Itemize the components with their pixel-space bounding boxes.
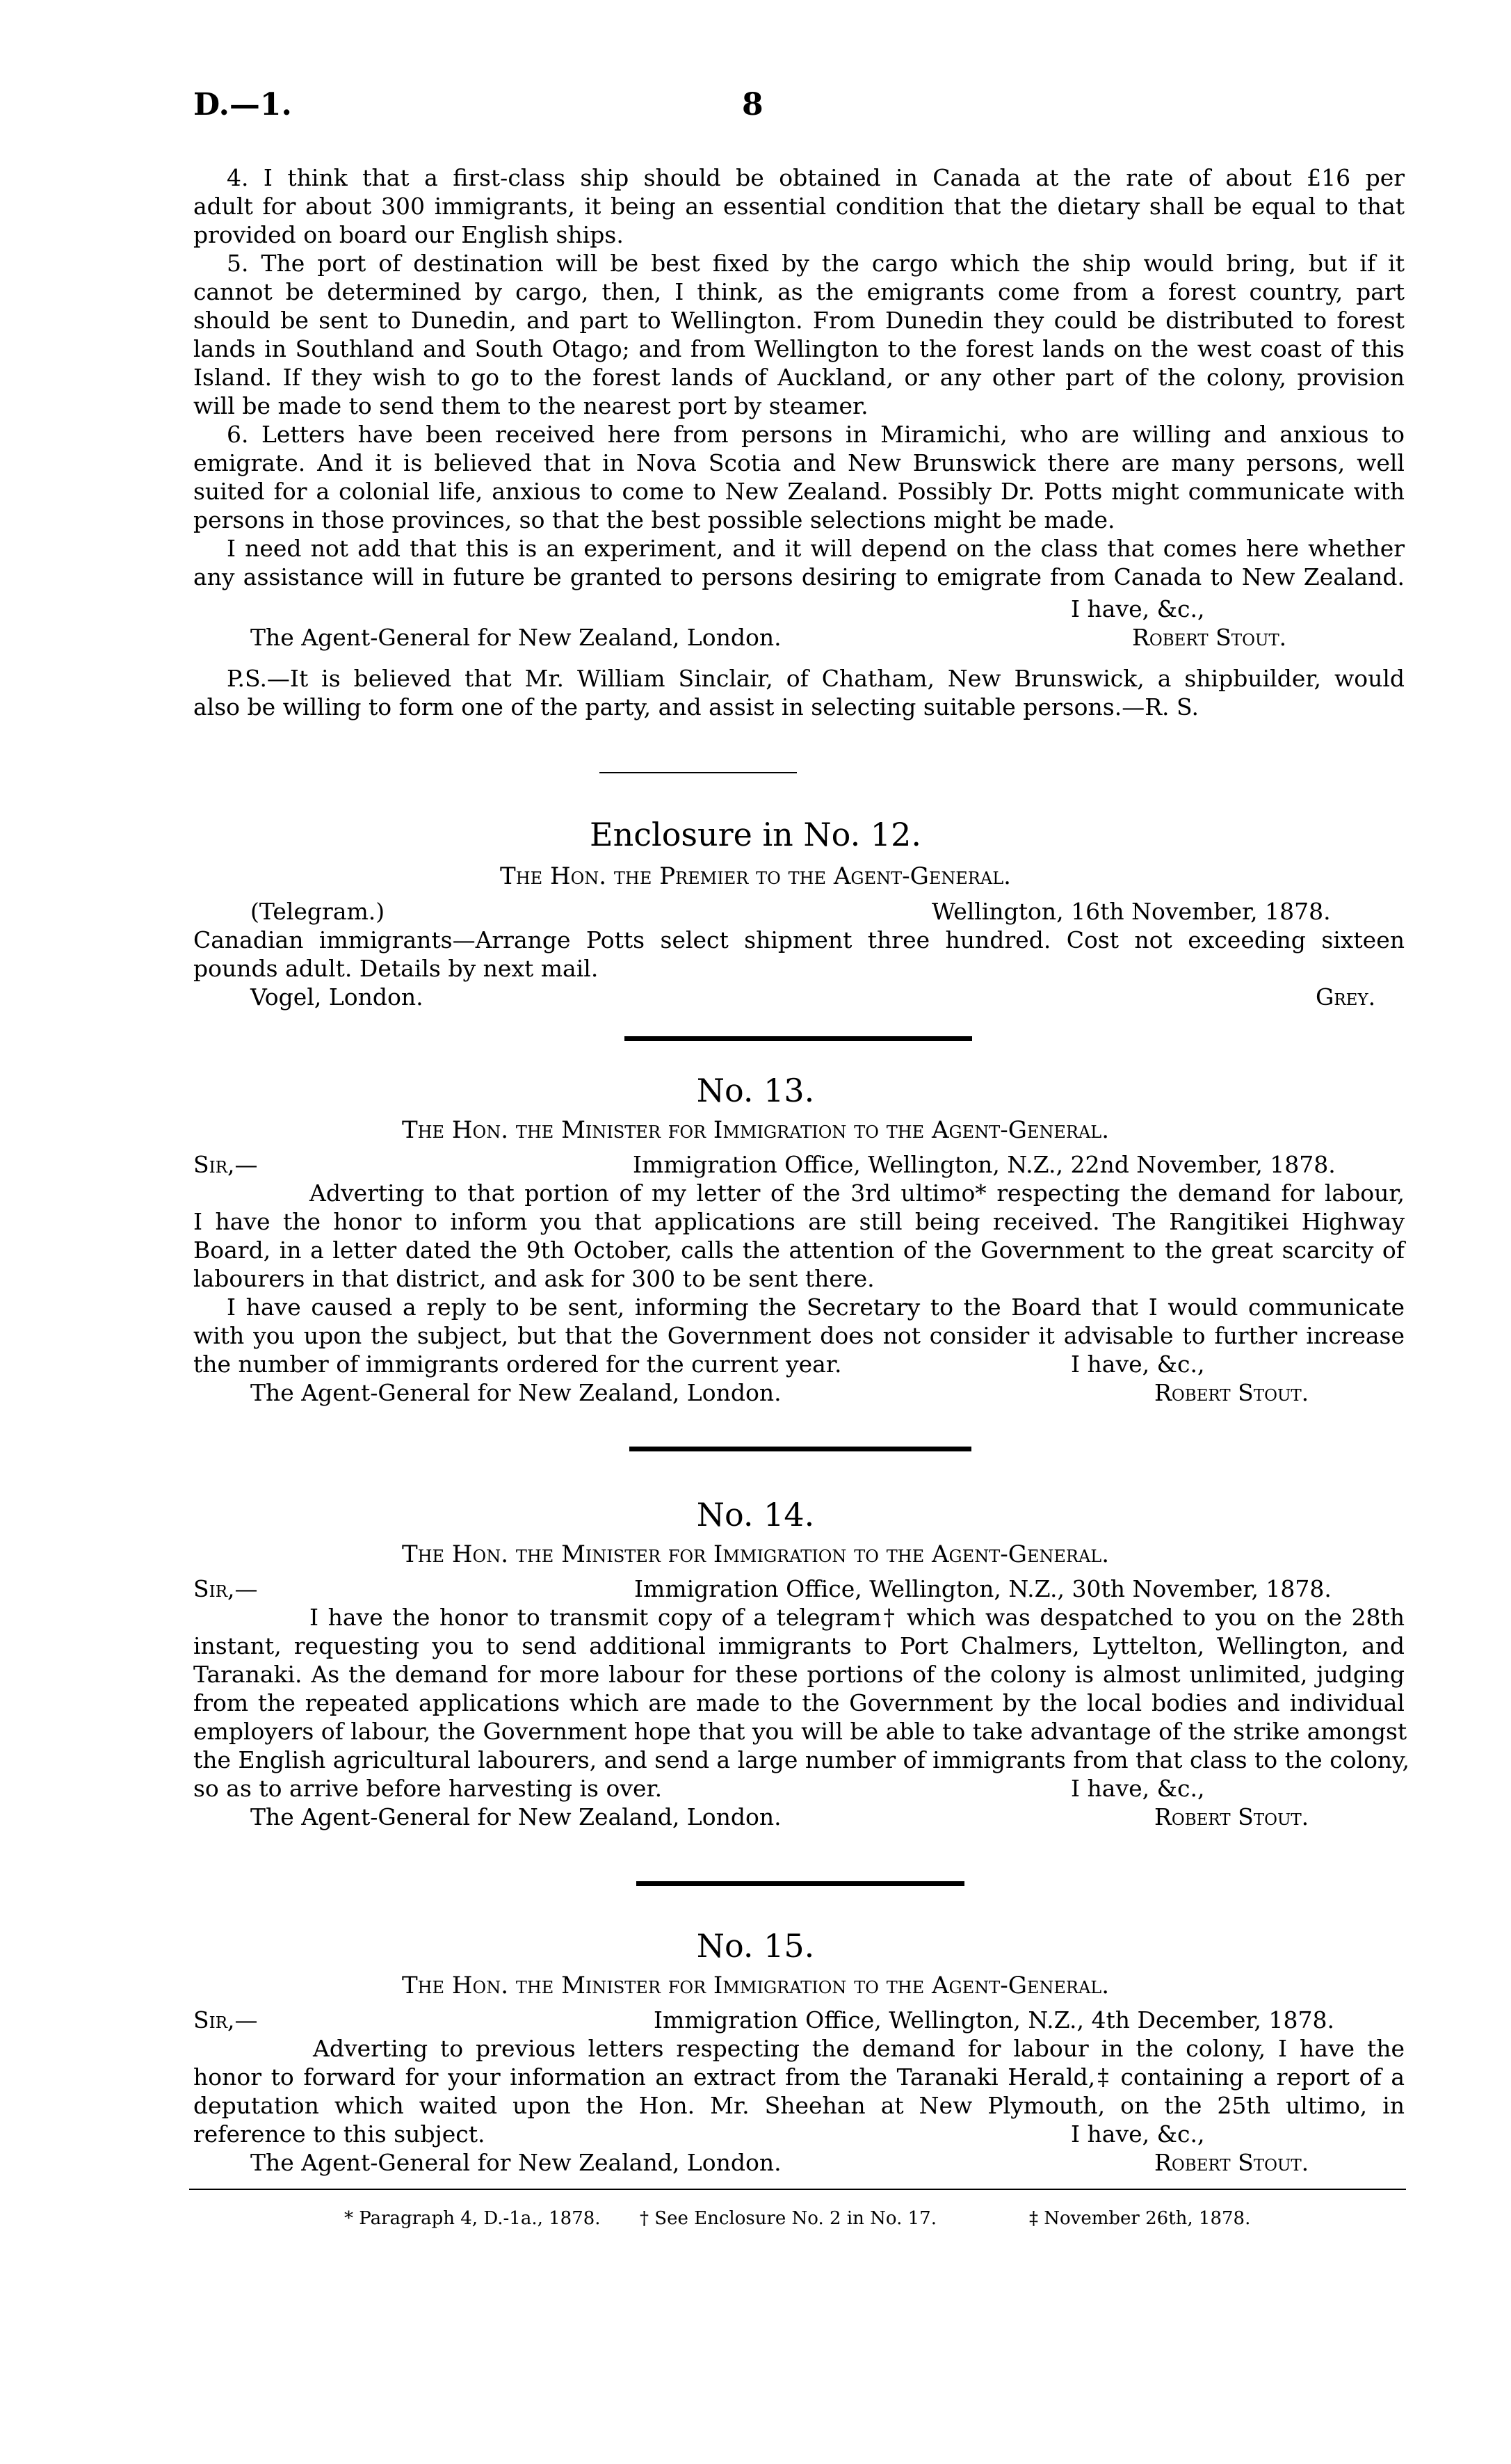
paragraph-line: Taranaki. As the demand for more labour for these portions of the colony is almost unlimited, judging bbox=[193, 1661, 1405, 1688]
signature: Grey. bbox=[1316, 983, 1376, 1010]
addressee: The Agent-General for New Zealand, London. bbox=[250, 1803, 782, 1830]
separator-rule bbox=[624, 1036, 972, 1041]
addressee: The Agent-General for New Zealand, London. bbox=[250, 1379, 782, 1406]
separator-rule bbox=[629, 1447, 971, 1451]
closing: I have, &c., bbox=[1071, 2120, 1205, 2148]
place-date: Immigration Office, Wellington, N.Z., 4th December, 1878. bbox=[654, 2006, 1334, 2034]
letter-heading: No. 14. bbox=[696, 1496, 815, 1533]
closing: I have, &c., bbox=[1071, 1351, 1205, 1378]
footnote: ‡ November 26th, 1878. bbox=[1029, 2208, 1251, 2229]
closing: I have, &c., bbox=[1071, 1775, 1205, 1802]
postscript-line: P.S.—It is believed that Mr. William Sinclair, of Chatham, New Brunswick, a shipbuilder, would bbox=[227, 665, 1405, 692]
paragraph-line: labourers in that district, and ask for 300 to be sent there. bbox=[193, 1265, 875, 1292]
footnote: * Paragraph 4, D.-1a., 1878. bbox=[344, 2208, 601, 2229]
place-date: Immigration Office, Wellington, N.Z., 22nd November, 1878. bbox=[633, 1151, 1336, 1178]
signature: Robert Stout. bbox=[1154, 1379, 1309, 1406]
letter-heading: No. 15. bbox=[696, 1927, 815, 1965]
place-date: Wellington, 16th November, 1878. bbox=[932, 898, 1331, 925]
separator-rule bbox=[636, 1881, 964, 1886]
from-to-line: The Hon. the Minister for Immigration to the Agent-General. bbox=[401, 1116, 1110, 1144]
paragraph-line: provided on board our English ships. bbox=[193, 221, 624, 248]
salutation: Sir,— bbox=[193, 1151, 258, 1178]
paragraph-line: employers of labour, the Government hope that you will be able to take advantage of the strike amongst bbox=[193, 1718, 1407, 1745]
paragraph-line: I have caused a reply to be sent, informing the Secretary to the Board that I would communicate bbox=[227, 1294, 1405, 1321]
telegram-line: pounds adult. Details by next mail. bbox=[193, 955, 599, 982]
paragraph-line: I have the honor to inform you that applications are still being received. The Rangitikei Highway bbox=[193, 1208, 1405, 1235]
paragraph-line: persons in those provinces, so that the best possible selections might be made. bbox=[193, 506, 1115, 533]
signature: Robert Stout. bbox=[1154, 1803, 1309, 1830]
footnote-rule bbox=[189, 2189, 1406, 2190]
paragraph-line: 5. The port of destination will be best fixed by the cargo which the ship would bring, but if it bbox=[227, 250, 1405, 277]
paragraph-line: with you upon the subject, but that the Government does not consider it advisable to further increase bbox=[193, 1322, 1405, 1349]
from-to-line: The Hon. the Minister for Immigration to the Agent-General. bbox=[401, 1972, 1110, 1999]
document-reference: D.—1. bbox=[193, 87, 292, 122]
paragraph-line: Island. If they wish to go to the forest lands of Auckland, or any other part of the colony, provision bbox=[193, 364, 1405, 391]
from-to-line: The Hon. the Minister for Immigration to the Agent-General. bbox=[401, 1540, 1110, 1568]
paragraph-line: Adverting to that portion of my letter of the 3rd ultimo* respecting the demand for labour, bbox=[309, 1179, 1405, 1207]
separator-rule bbox=[599, 772, 797, 773]
paragraph-line: from the repeated applications which are made to the Government by the local bodies and individual bbox=[193, 1689, 1405, 1716]
enclosure-heading: Enclosure in No. 12. bbox=[590, 816, 921, 853]
paragraph-line: lands in Southland and South Otago; and from Wellington to the forest lands on the west coast of this bbox=[193, 335, 1405, 362]
paragraph-line: I have the honor to transmit copy of a telegram† which was despatched to you on the 28th bbox=[309, 1604, 1405, 1631]
letter-heading: No. 13. bbox=[696, 1072, 815, 1109]
footnote: † See Enclosure No. 2 in No. 17. bbox=[640, 2208, 937, 2229]
paragraph-line: deputation which waited upon the Hon. Mr. Sheehan at New Plymouth, on the 25th ultimo, in bbox=[193, 2092, 1405, 2119]
paragraph-line: the English agricultural labourers, and send a large number of immigrants from that class to the colony, bbox=[193, 1746, 1409, 1773]
paragraph-line: Board, in a letter dated the 9th October, calls the attention of the Government to the great scarcity of bbox=[193, 1237, 1405, 1264]
salutation: Sir,— bbox=[193, 1575, 258, 1602]
salutation: Sir,— bbox=[193, 2006, 258, 2034]
paragraph-line: the number of immigrants ordered for the current year. bbox=[193, 1351, 842, 1378]
paragraph-line: I need not add that this is an experiment, and it will depend on the class that comes here whether bbox=[227, 535, 1405, 562]
paragraph-line: reference to this subject. bbox=[193, 2120, 485, 2148]
paragraph-line: suited for a colonial life, anxious to come to New Zealand. Possibly Dr. Potts might communicate with bbox=[193, 478, 1405, 505]
place-date: Immigration Office, Wellington, N.Z., 30th November, 1878. bbox=[634, 1575, 1332, 1602]
paragraph-line: honor to forward for your information an extract from the Taranaki Herald,‡ containing a report of a bbox=[193, 2063, 1405, 2091]
addressee: The Agent-General for New Zealand, London. bbox=[250, 2149, 782, 2176]
paragraph-line: emigrate. And it is believed that in Nova Scotia and New Brunswick there are many persons, well bbox=[193, 449, 1405, 476]
signature: Robert Stout. bbox=[1154, 2149, 1309, 2176]
paragraph-line: any assistance will in future be granted to persons desiring to emigrate from Canada to New Zealand. bbox=[193, 563, 1405, 590]
paragraph-line: should be sent to Dunedin, and part to Wellington. From Dunedin they could be distributed to forest bbox=[193, 307, 1405, 334]
page-number: 8 bbox=[742, 87, 763, 122]
paragraph-line: cannot be determined by cargo, then, I think, as the emigrants come from a forest country, part bbox=[193, 278, 1405, 305]
paragraph-line: 6. Letters have been received here from persons in Miramichi, who are willing and anxious to bbox=[227, 421, 1405, 448]
from-to-line: The Hon. the Premier to the Agent-General. bbox=[500, 862, 1011, 890]
telegram-label: (Telegram.) bbox=[250, 898, 385, 925]
closing: I have, &c., bbox=[1071, 595, 1205, 622]
paragraph-line: adult for about 300 immigrants, it being an essential condition that the dietary shall be equal to that bbox=[193, 193, 1405, 220]
paragraph-line: instant, requesting you to send additional immigrants to Port Chalmers, Lyttelton, Wellington, and bbox=[193, 1632, 1405, 1659]
paragraph-line: so as to arrive before harvesting is over. bbox=[193, 1775, 663, 1802]
paragraph-line: will be made to send them to the nearest port by steamer. bbox=[193, 392, 868, 419]
addressee: Vogel, London. bbox=[250, 983, 423, 1010]
paragraph-line: 4. I think that a first-class ship should be obtained in Canada at the rate of about £16 per bbox=[227, 164, 1405, 191]
signature: Robert Stout. bbox=[1132, 624, 1287, 651]
paragraph-line: Adverting to previous letters respecting the demand for labour in the colony, I have the bbox=[313, 2035, 1405, 2062]
telegram-line: Canadian immigrants—Arrange Potts select shipment three hundred. Cost not exceeding sixteen bbox=[193, 926, 1405, 953]
postscript-line: also be willing to form one of the party, and assist in selecting suitable persons.—R. S. bbox=[193, 693, 1199, 720]
addressee: The Agent-General for New Zealand, London. bbox=[250, 624, 782, 651]
